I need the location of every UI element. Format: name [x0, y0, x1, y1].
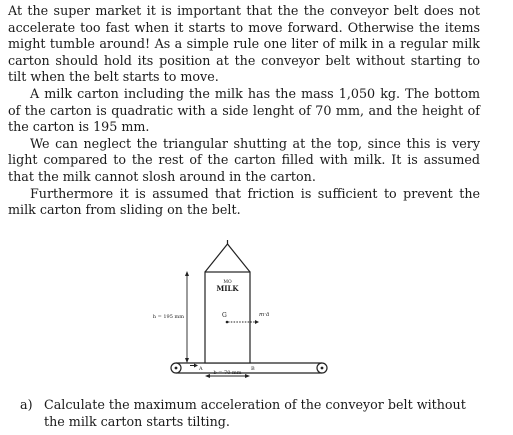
center-of-gravity-icon: [226, 321, 229, 324]
right-roller-icon: [317, 363, 327, 373]
paragraph-4: Furthermore it is assumed that friction is sufficient to prevent the milk carton from sliding on the belt.: [8, 185, 480, 218]
force-arrow-icon: [255, 320, 259, 324]
question-text: Calculate the maximum acceleration of the conveyor belt without the milk carton starts tilting.: [44, 397, 466, 429]
width-arrow-left-icon: [205, 374, 210, 378]
belt-direction-arrow-icon: [190, 364, 198, 368]
point-b-label: B: [251, 366, 255, 372]
center-label: G: [222, 312, 227, 319]
height-label: h = 195 mm: [152, 314, 184, 320]
paragraph-3: We can neglect the triangular shutting at the top, since this is very light compared to the rest of the carton filled with milk. It is assumed that the milk cannot slosh around in the carton.: [8, 135, 480, 184]
carton-roof: [205, 244, 250, 272]
force-label: m·ā: [259, 312, 270, 318]
left-roller-icon: [171, 363, 181, 373]
paragraph-1: At the super market it is important that the the conveyor belt does not accelerate too fast when it starts to move forward. Otherwise the items might tumble around! As a simple rule one liter of milk in a regular milk carton should hold its position at the conveyor belt without starting to tilt when the belt starts to move.: [8, 3, 480, 85]
height-arrow-bottom-icon: [185, 358, 189, 363]
question-a: [20, 397, 490, 430]
width-arrow-right-icon: [245, 374, 250, 378]
paragraph-2: A milk carton including the milk has the mass 1,050 kg. The bottom of the carton is quadratic with a side lenght of 70 mm, and the height of the carton is 195 mm.: [8, 85, 480, 135]
question-label: a): [20, 397, 33, 412]
width-label: b = 70 mm: [213, 370, 242, 376]
carton-small-label: MO: [223, 280, 232, 285]
point-a-label: A: [199, 366, 203, 372]
carton-label: MILK: [216, 284, 239, 293]
height-arrow-top-icon: [185, 271, 189, 276]
